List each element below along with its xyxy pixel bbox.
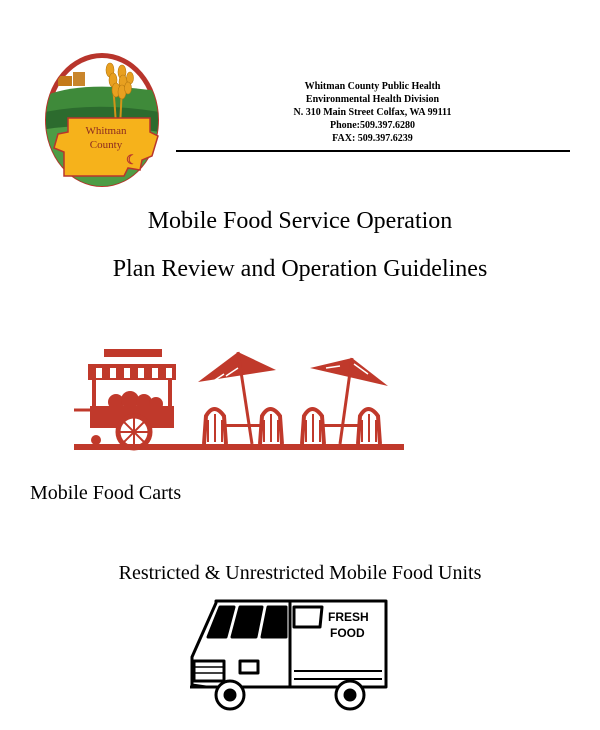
section-heading-food-carts: Mobile Food Carts <box>30 482 182 504</box>
document-title-line2: Plan Review and Operation Guidelines <box>112 256 488 282</box>
agency-fax: FAX: 509.397.6239 <box>332 133 413 144</box>
whitman-county-logo <box>40 48 170 190</box>
truck-text-food: FOOD <box>330 626 365 640</box>
logo-text-line2: County <box>89 139 123 151</box>
agency-name: Whitman County Public Health <box>304 81 441 92</box>
section-heading-food-units: Restricted & Unrestricted Mobile Food Units <box>118 562 482 584</box>
logo-text-line1: Whitman <box>85 125 127 137</box>
food-cart-with-umbrella-tables-icon <box>74 344 404 454</box>
agency-phone: Phone:509.397.6280 <box>330 120 415 131</box>
truck-text-fresh: FRESH <box>328 610 369 624</box>
agency-contact-block <box>250 80 495 145</box>
agency-address: N. 310 Main Street Colfax, WA 99111 <box>293 107 452 118</box>
svg-text:☾: ☾ <box>126 152 138 167</box>
header-divider <box>176 150 570 152</box>
agency-division: Environmental Health Division <box>305 94 440 105</box>
food-truck-icon <box>186 595 396 713</box>
document-title-line1: Mobile Food Service Operation <box>147 208 453 234</box>
